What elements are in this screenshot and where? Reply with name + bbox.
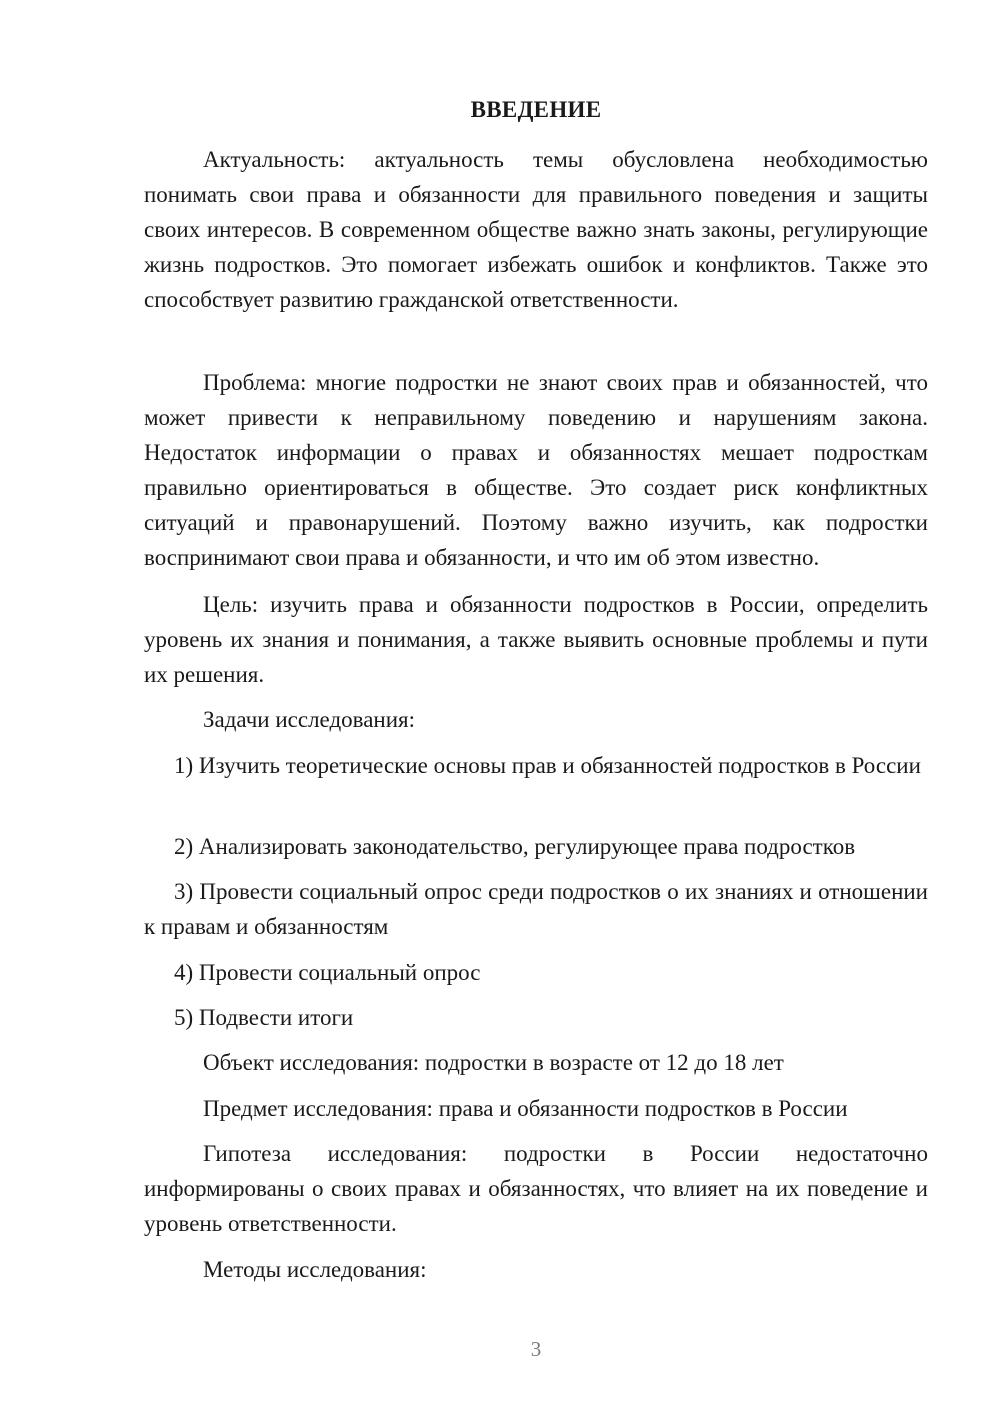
task-item-2: 2) Анализировать законодательство, регулирующее права подростков: [174, 834, 856, 859]
task-item-3: 3) Провести социальный опрос среди подростков о их знаниях и отношении к правам и обязанностям: [144, 879, 928, 939]
object-paragraph: Объект исследования: подростки в возрасте от 12 до 18 лет: [203, 1050, 784, 1075]
problem-paragraph: Проблема: многие подростки не знают своих прав и обязанностей, что может привести к неправильному поведению и нарушениям закона. Недостаток информации о правах и обязанностях мешает подросткам правильно ориентироваться в обществе. Это создает риск конфликтных ситуаций и правонарушений. Поэтому важно изучить, как подростки воспринимают свои права и обязанности, и что им об этом известно.: [144, 370, 928, 570]
tasks-heading: Задачи исследования:: [203, 707, 416, 732]
page-number: 3: [530, 1337, 542, 1361]
task-item-5: 5) Подвести итоги: [174, 1005, 354, 1030]
subject-paragraph: Предмет исследования: права и обязанности подростков в России: [203, 1096, 848, 1121]
task-item-4: 4) Провести социальный опрос: [174, 960, 481, 985]
methods-heading: Методы исследования:: [203, 1257, 427, 1282]
hypothesis-paragraph: Гипотеза исследования: подростки в России недостаточно информированы о своих правах и обязанностях, что влияет на их поведение и уровень ответственности.: [144, 1141, 928, 1236]
relevance-paragraph: Актуальность: актуальность темы обусловлена необходимостью понимать свои права и обязанности для правильного поведения и защиты своих интересов. В современном обществе важно знать законы, регулирующие жизнь подростков. Это помогает избежать ошибок и конфликтов. Также это способствует развитию гражданской ответственности.: [144, 147, 928, 312]
task-item-1: 1) Изучить теоретические основы прав и обязанностей подростков в России: [174, 753, 921, 778]
section-heading: ВВЕДЕНИЕ: [470, 97, 602, 122]
goal-paragraph: Цель: изучить права и обязанности подростков в России, определить уровень их знания и понимания, а также выявить основные проблемы и пути их решения.: [144, 592, 928, 687]
